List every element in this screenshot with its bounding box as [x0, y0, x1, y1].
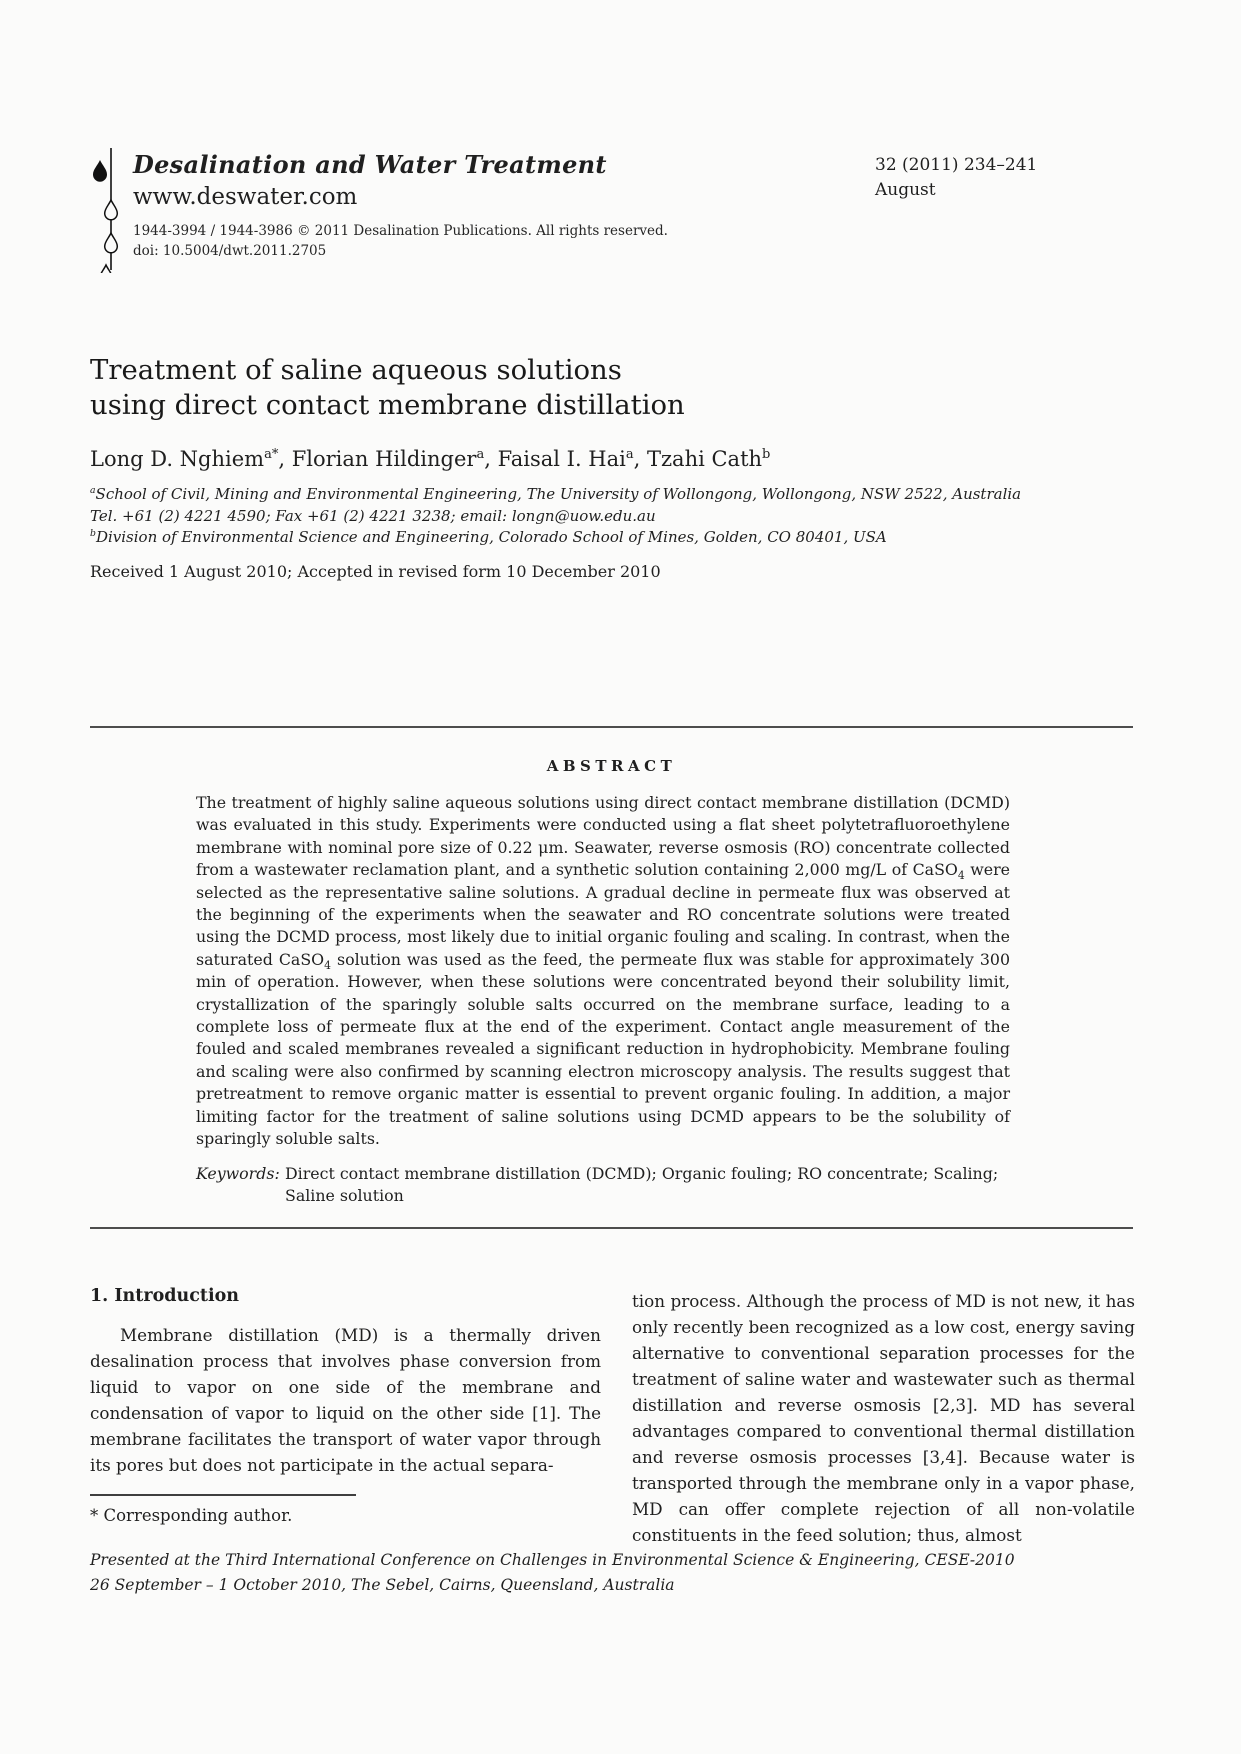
- keywords-text: Direct contact membrane distillation (DCMD); Organic fouling; RO concentrate; Scaling; Saline solution: [285, 1164, 999, 1206]
- affiliation-line-b: $^b$Division of Environmental Science and Engineering, Colorado School of Mines, Golden, CO 80401, USA: [90, 528, 887, 546]
- article-title-line1: Treatment of saline aqueous solutions: [90, 354, 622, 386]
- volume-issue-block: [875, 153, 1037, 203]
- affiliation-contact-line: Tel. +61 (2) 4221 4590; Fax +61 (2) 4221 3238; email: longn@uow.edu.au: [90, 506, 656, 525]
- affiliation-line-a: $^a$School of Civil, Mining and Environmental Engineering, The University of Wollongong, Wollongong, NSW 2522, Australia: [90, 485, 1022, 503]
- issue-month: August: [875, 180, 936, 200]
- authors-line: Long D. Nghiem$^{a*}$, Florian Hildinger$^a$, Faisal I. Hai$^a$, Tzahi Cath$^b$: [90, 447, 771, 471]
- water-drops-icon: [86, 148, 128, 273]
- intro-paragraph-left-column: Membrane distillation (MD) is a thermally driven desalination process that involves phase conversion from liquid to vapor on one side of the membrane and condensation of vapor to liquid on the other side [1]. The membrane facilitates the transport of water vapor through its pores but does not participate in the actual separa-: [90, 1325, 601, 1475]
- volume-info: 32 (2011) 234–241: [875, 155, 1038, 175]
- keywords-block: [196, 1163, 1010, 1208]
- journal-logo: [86, 148, 128, 277]
- footnote-rule: [90, 1494, 356, 1496]
- divider-rule-bottom: [90, 1227, 1133, 1229]
- affiliations-block: [90, 484, 1021, 549]
- keywords-label: Keywords:: [196, 1164, 280, 1183]
- journal-website: www.deswater.com: [133, 184, 358, 210]
- divider-rule-top: [90, 726, 1133, 728]
- rights-line: 1944-3994 / 1944-3986 © 2011 Desalination Publications. All rights reserved.: [133, 223, 668, 239]
- intro-paragraph-right-column: tion process. Although the process of MD is not new, it has only recently been recognized as a low cost, energy saving alternative to conventional separation processes for the treatment of saline water and wastewater such as thermal distillation and reverse osmosis [2,3]. MD has several advantages compared to conventional thermal distillation and reverse osmosis processes [3,4]. Because water is transported through the membrane only in a vapor phase, MD can offer complete rejection of all non-volatile constituents in the feed solution; thus, almost: [632, 1291, 1135, 1545]
- conference-note-line1: Presented at the Third International Conference on Challenges in Environmental Science & Engineering, CESE-2010: [90, 1551, 1015, 1569]
- journal-title: Desalination and Water Treatment: [133, 150, 607, 179]
- abstract-paragraph: The treatment of highly saline aqueous solutions using direct contact membrane distillation (DCMD) was evaluated in this study. Experiments were conducted using a flat sheet polytetrafluoroethylene membrane with nominal pore size of 0.22 μm. Seawater, reverse osmosis (RO) concentrate collected from a wastewater reclamation plant, and a synthetic solution containing 2,000 mg/L of CaSO$_4$ were selected as the representative saline solutions. A gradual decline in permeate flux was observed at the beginning of the experiments when the seawater and RO concentrate solutions were treated using the DCMD process, most likely due to initial organic fouling and scaling. In contrast, when the saturated CaSO$_4$ solution was used as the feed, the permeate flux was stable for approximately 300 min of operation. However, when these solutions were concentrated beyond their solubility limit, crystallization of the sparingly soluble salts occurred on the membrane surface, leading to a complete loss of permeate flux at the end of the experiment. Contact angle measurement of the fouled and scaled membranes revealed a significant reduction in hydrophobicity. Membrane fouling and scaling were also confirmed by scanning electron microscopy analysis. The results suggest that pretreatment to remove organic matter is essential to prevent organic fouling. In addition, a major limiting factor for the treatment of saline solutions using DCMD appears to be the solubility of sparingly soluble salts.: [196, 793, 1010, 1149]
- doi-line: doi: 10.5004/dwt.2011.2705: [133, 243, 327, 259]
- conference-presentation-note: [90, 1548, 1015, 1598]
- article-title-line2: using direct contact membrane distillation: [90, 389, 685, 421]
- article-title: [90, 353, 685, 423]
- journal-masthead: [133, 150, 668, 259]
- section-heading-introduction: 1. Introduction: [90, 1286, 239, 1306]
- corresponding-author-note: * Corresponding author.: [90, 1506, 293, 1525]
- conference-note-line2: 26 September – 1 October 2010, The Sebel, Cairns, Queensland, Australia: [90, 1576, 675, 1594]
- received-accepted-line: Received 1 August 2010; Accepted in revised form 10 December 2010: [90, 562, 661, 581]
- abstract-heading: ABSTRACT: [546, 757, 677, 775]
